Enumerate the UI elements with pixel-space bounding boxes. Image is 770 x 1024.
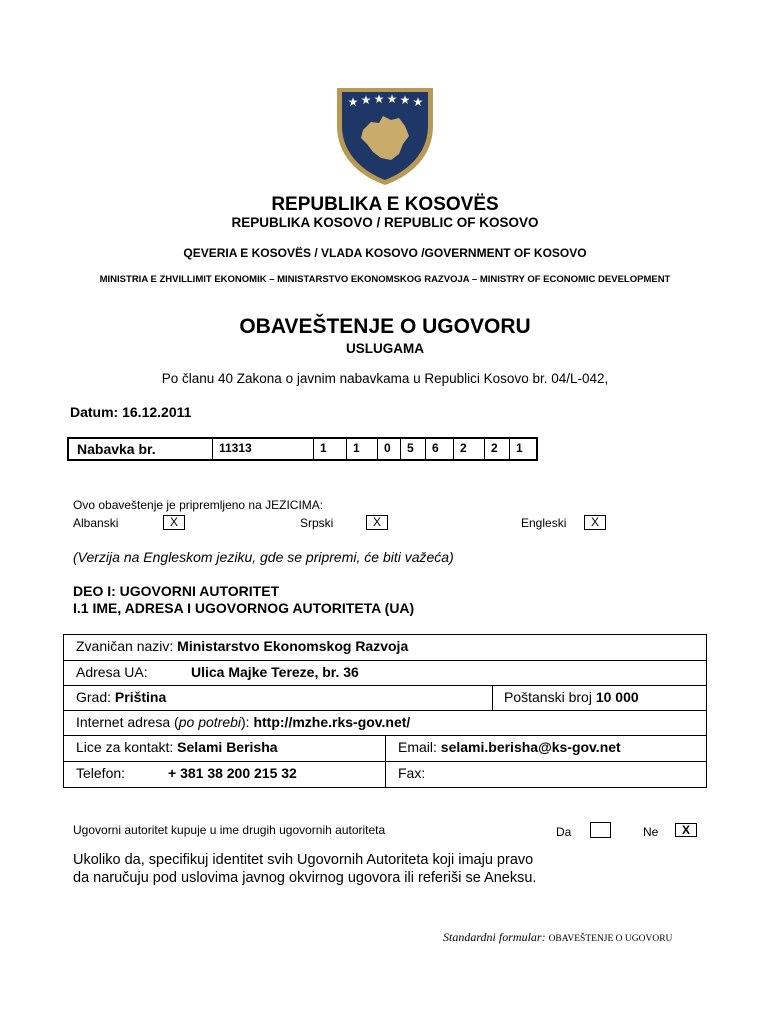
language-serbian-checkbox[interactable]: X xyxy=(366,515,388,530)
footer-form-name: OBAVEŠTENJE O UGOVORU xyxy=(548,934,673,944)
section-subtitle: I.1 IME, ADRESA I UGOVORNOG AUTORITETA (UA) xyxy=(73,600,415,616)
internet-label: Internet adresa ( xyxy=(76,714,179,730)
kosovo-coat-of-arms-icon xyxy=(333,86,437,186)
date-label: Datum: 16.12.2011 xyxy=(70,404,192,420)
postal-field xyxy=(504,689,639,705)
email-field xyxy=(398,739,621,755)
procurement-number-cell: 6 xyxy=(425,439,453,459)
language-albanian-label: Albanski xyxy=(73,516,119,530)
procurement-number-cell: 2 xyxy=(484,439,509,459)
svg-text:★: ★ xyxy=(373,92,385,106)
footer-label: Standardni formular: xyxy=(443,930,546,944)
procurement-number-cell: 1 xyxy=(313,439,346,459)
contact-field xyxy=(76,739,278,755)
svg-text:★: ★ xyxy=(347,95,359,109)
procurement-number-cell: 0 xyxy=(377,439,400,459)
procurement-number-table xyxy=(67,437,538,461)
internet-link[interactable]: http://mzhe.rks-gov.net/ xyxy=(253,714,411,730)
version-note: (Verzija na Engleskom jeziku, gde se pripremi, će biti važeća) xyxy=(73,549,454,565)
city-label: Grad: xyxy=(76,689,112,705)
behalf-yes-label: Da xyxy=(556,825,572,839)
procurement-number-cell: 11313 xyxy=(212,439,313,459)
postal-value: 10 000 xyxy=(595,689,639,705)
internet-hint: po potrebi xyxy=(178,714,242,730)
address-label: Adresa UA: xyxy=(76,664,148,680)
specify-authorities-text: Ukoliko da, specifikuj identitet svih Ugovornih Autoriteta koji imaju pravo da naručuju pod uslovima javnog okvirnog ugovora ili referiši se Aneksu. xyxy=(73,852,537,886)
fax-label: Fax: xyxy=(398,765,426,781)
language-english-label: Engleski xyxy=(521,516,567,530)
email-value[interactable]: selami.berisha@ks-gov.net xyxy=(440,739,621,755)
official-name-value: Ministarstvo Ekonomskog Razvoja xyxy=(177,638,409,654)
procurement-number-cell: 1 xyxy=(509,439,536,459)
internet-label-end: ): xyxy=(241,714,250,730)
header-government: QEVERIA E KOSOVËS / VLADA KOSOVO /GOVERNMENT OF KOSOVO xyxy=(183,246,587,260)
svg-text:★: ★ xyxy=(399,93,411,107)
postal-label: Poštanski broj xyxy=(504,689,592,705)
procurement-number-cell: 1 xyxy=(346,439,377,459)
official-name-label: Zvaničan naziv: xyxy=(76,638,174,654)
email-label: Email: xyxy=(398,739,437,755)
address-value: Ulica Majke Tereze, br. 36 xyxy=(191,664,359,680)
svg-text:★: ★ xyxy=(360,93,372,107)
language-albanian-checkbox[interactable]: X xyxy=(163,515,185,530)
official-name-field xyxy=(76,638,408,654)
header-ministry: MINISTRIA E ZHVILLIMIT EKONOMIK – MINISTARSTVO EKONOMSKOG RAZVOJA – MINISTRY OF ECONOMIC DEVELOPMENT xyxy=(99,274,671,285)
header-republic-serbian-english: REPUBLIKA KOSOVO / REPUBLIC OF KOSOVO xyxy=(231,215,539,230)
procurement-number-cell: 5 xyxy=(400,439,425,459)
procurement-number-cell: 2 xyxy=(453,439,484,459)
form-footer xyxy=(443,930,672,945)
page-subtitle: USLUGAMA xyxy=(346,341,424,356)
languages-intro: Ovo obaveštenje je pripremljeno na JEZICIMA: xyxy=(73,498,324,512)
behalf-no-label: Ne xyxy=(643,825,659,839)
contact-value: Selami Berisha xyxy=(177,739,278,755)
legal-basis-text: Po članu 40 Zakona o javnim nabavkama u Republici Kosovo br. 04/L-042, xyxy=(161,371,609,386)
procurement-number-label: Nabavka br. xyxy=(77,441,156,457)
behalf-no-checkbox[interactable]: X xyxy=(675,823,697,837)
behalf-question: Ugovorni autoritet kupuje u ime drugih ugovornih autoriteta xyxy=(73,823,386,837)
language-serbian-label: Srpski xyxy=(300,516,334,530)
fax-field xyxy=(398,765,425,781)
svg-text:★: ★ xyxy=(412,95,424,109)
contact-label: Lice za kontakt: xyxy=(76,739,174,755)
phone-label: Telefon: xyxy=(76,765,126,781)
phone-value: + 381 38 200 215 32 xyxy=(168,765,297,781)
page-title: OBAVEŠTENJE O UGOVORU xyxy=(239,315,531,338)
city-field xyxy=(76,689,166,705)
section-title: DEO I: UGOVORNI AUTORITET xyxy=(73,583,280,599)
contracting-authority-table xyxy=(63,634,707,788)
internet-field xyxy=(76,714,410,730)
language-english-checkbox[interactable]: X xyxy=(584,515,606,530)
behalf-yes-checkbox[interactable] xyxy=(590,822,611,838)
svg-text:★: ★ xyxy=(386,92,398,106)
city-value: Priština xyxy=(114,689,167,705)
header-republic-albanian: REPUBLIKA E KOSOVËS xyxy=(271,194,499,215)
